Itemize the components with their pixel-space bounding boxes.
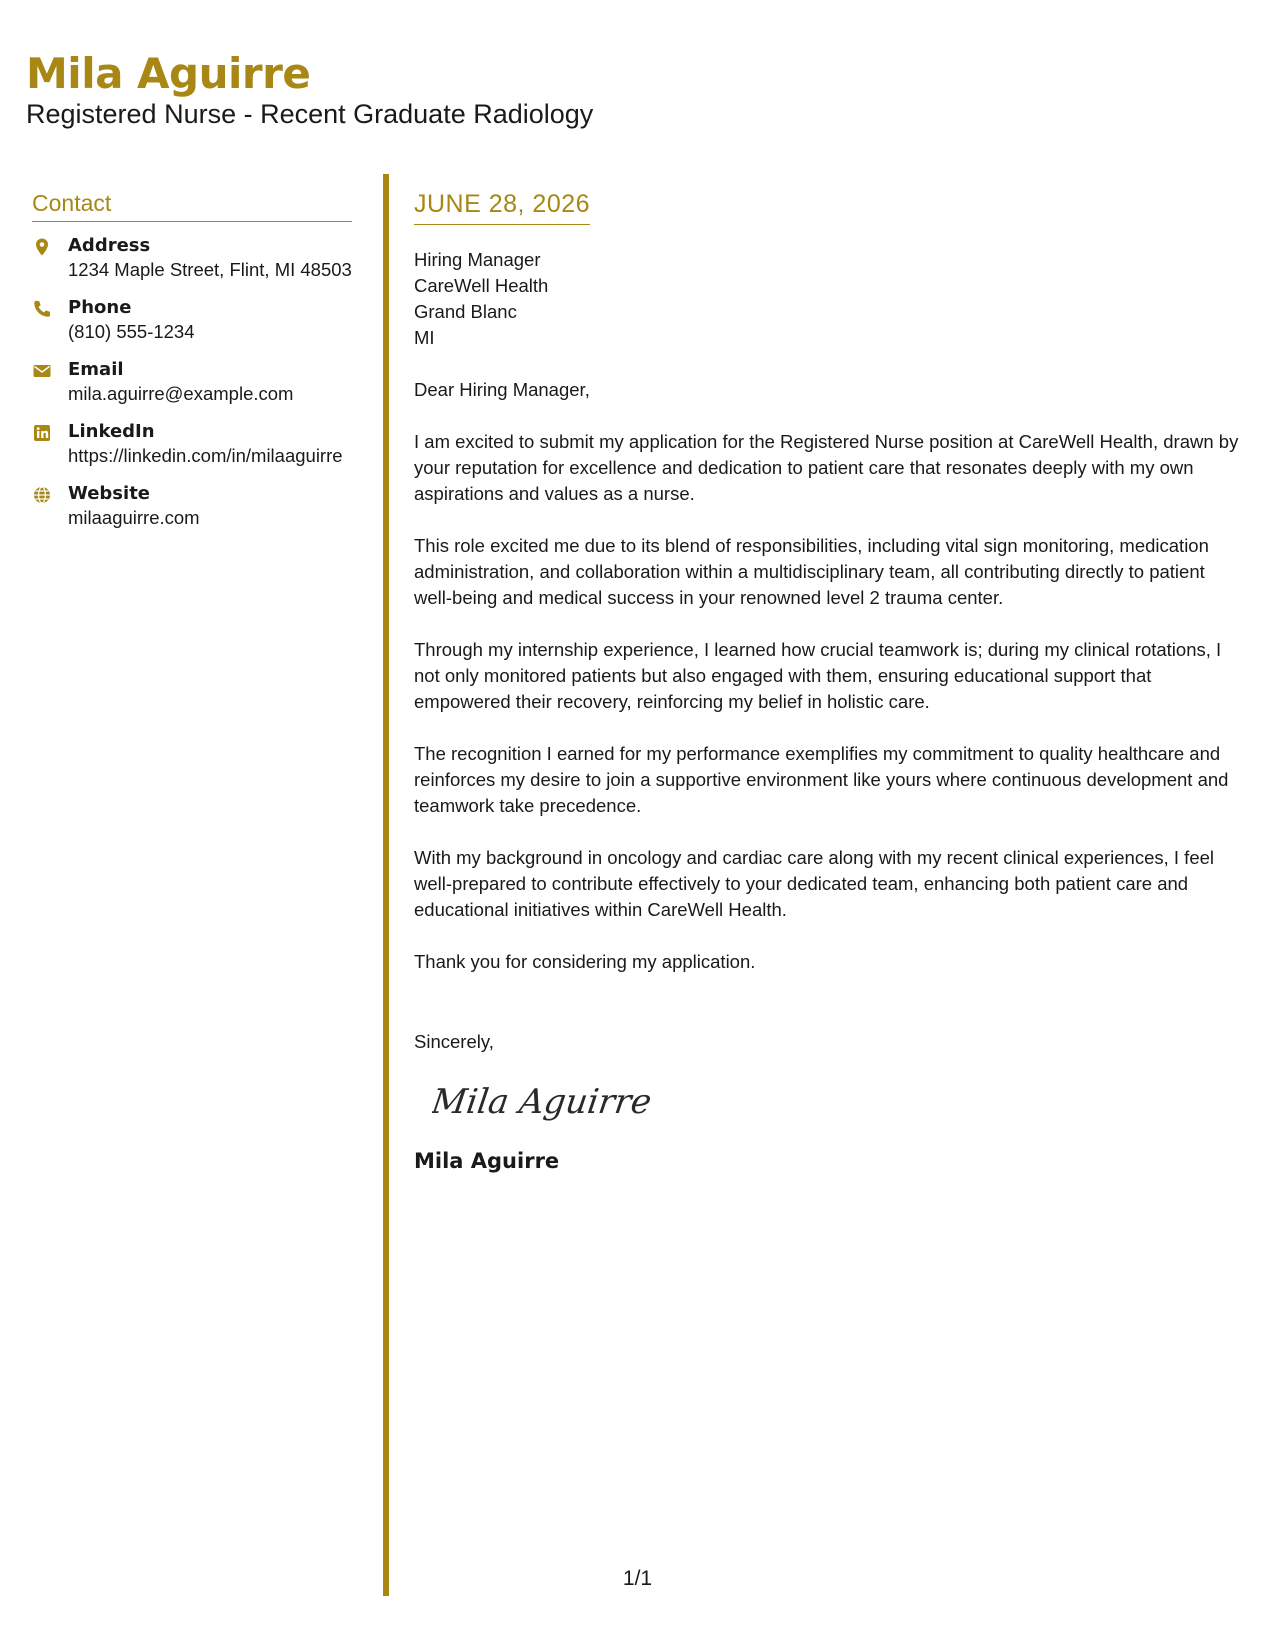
recipient-line: MI bbox=[414, 327, 435, 348]
contact-heading: Contact bbox=[32, 190, 352, 222]
contact-label: Email bbox=[68, 359, 124, 380]
applicant-title: Registered Nurse - Recent Graduate Radiology bbox=[26, 99, 594, 129]
contact-item-email bbox=[32, 358, 352, 406]
contact-label: LinkedIn bbox=[68, 421, 155, 442]
paragraph: With my background in oncology and cardiac care along with my recent clinical experiences, I feel well-prepared to contribute effectively to your dedicated team, enhancing both patient care and educational initiatives within CareWell Health. bbox=[414, 847, 1215, 920]
recipient-line: Hiring Manager bbox=[414, 249, 541, 270]
resume-header bbox=[26, 48, 593, 130]
linkedin-value: https://linkedin.com/in/milaaguirre bbox=[68, 445, 343, 466]
letter-date: JUNE 28, 2026 bbox=[414, 190, 590, 225]
paragraph: This role excited me due to its blend of responsibilities, including vital sign monitoring, medication administration, and collaboration within a multidisciplinary team, all contributing directly to patient well-being and medical success in your renowned level 2 trauma center. bbox=[414, 535, 1209, 608]
contact-item-website bbox=[32, 482, 352, 530]
paragraph: Thank you for considering my application. bbox=[414, 951, 756, 972]
closing: Sincerely, bbox=[414, 1031, 494, 1052]
contact-label: Address bbox=[68, 235, 151, 256]
handwritten-signature bbox=[432, 1073, 662, 1129]
paragraph: Through my internship experience, I learned how crucial teamwork is; during my clinical rotations, I not only monitored patients but also engaged with them, ensuring educational support that empowered their recovery, reinforcing my belief in holistic care. bbox=[414, 639, 1222, 712]
paragraph: The recognition I earned for my performance exemplifies my commitment to quality healthcare and reinforces my desire to join a supportive environment like yours where continuous development and teamwork take precedence. bbox=[414, 743, 1229, 816]
globe-icon bbox=[32, 482, 68, 530]
map-pin-icon bbox=[32, 234, 68, 282]
address-value: 1234 Maple Street, Flint, MI 48503 bbox=[68, 259, 352, 280]
phone-value: (810) 555-1234 bbox=[68, 321, 195, 342]
paragraph: I am excited to submit my application for the Registered Nurse position at CareWell Health, drawn by your reputation for excellence and dedication to patient care that resonates deeply with my own aspirations and values as a nurse. bbox=[414, 431, 1239, 504]
contact-label: Website bbox=[68, 483, 151, 504]
contact-label: Phone bbox=[68, 297, 132, 318]
recipient-line: CareWell Health bbox=[414, 275, 549, 296]
recipient-line: Grand Blanc bbox=[414, 301, 517, 322]
recipient-block bbox=[414, 247, 1244, 351]
vertical-divider bbox=[383, 174, 389, 1596]
signer-name: Mila Aguirre bbox=[414, 1149, 560, 1173]
contact-item-linkedin bbox=[32, 420, 352, 468]
envelope-icon bbox=[32, 358, 68, 406]
contact-sidebar bbox=[32, 190, 352, 544]
cover-letter-body bbox=[414, 190, 1244, 1173]
applicant-name: Mila Aguirre bbox=[26, 49, 311, 98]
contact-list bbox=[32, 234, 352, 530]
contact-item-phone bbox=[32, 296, 352, 344]
website-value: milaaguirre.com bbox=[68, 507, 200, 528]
salutation: Dear Hiring Manager, bbox=[414, 379, 590, 400]
signature-text: Mila Aguirre bbox=[432, 1082, 655, 1122]
linkedin-icon bbox=[32, 420, 68, 468]
contact-item-address bbox=[32, 234, 352, 282]
email-value: mila.aguirre@example.com bbox=[68, 383, 294, 404]
page-number: 1/1 bbox=[622, 1567, 653, 1590]
phone-icon bbox=[32, 296, 68, 344]
